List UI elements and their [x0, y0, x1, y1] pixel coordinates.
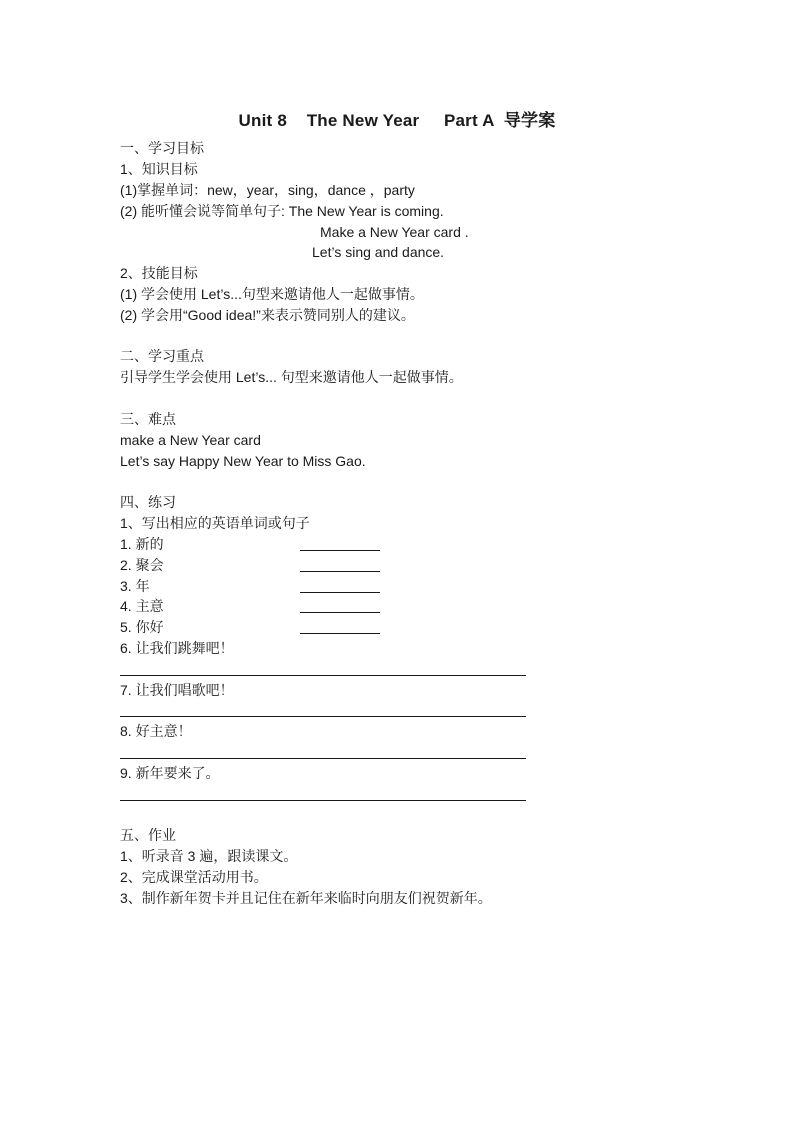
- page-title: [0, 106, 794, 131]
- word-item: 5. 你好: [120, 619, 164, 635]
- answer-blank[interactable]: [300, 612, 380, 613]
- difficulty-line-2: Let’s say Happy New Year to Miss Gao.: [120, 453, 366, 469]
- practice-heading: 四、练习: [120, 494, 176, 510]
- practice-sub: 1、写出相应的英语单词或句子: [120, 515, 310, 531]
- focus-text: 引导学生学会使用 Let’s... 句型来邀请他人一起做事情。: [120, 369, 463, 385]
- answer-blank[interactable]: [300, 592, 380, 593]
- title-part: Part A: [443, 111, 494, 130]
- sentence-item: 6. 让我们跳舞吧！: [120, 640, 234, 656]
- homework-heading: 五、作业: [120, 827, 176, 843]
- answer-line[interactable]: [120, 716, 526, 717]
- sentence-item: 7. 让我们唱歌吧！: [120, 682, 234, 698]
- title-name: The New Year: [306, 111, 420, 130]
- knowledge-item-2-cont-1: Make a New Year card .: [320, 224, 469, 240]
- knowledge-item-1: (1)掌握单词：new，year，sing，dance ，party: [120, 182, 415, 198]
- word-item: 1. 新的: [120, 536, 164, 552]
- answer-line[interactable]: [120, 800, 526, 801]
- word-item: 2. 聚会: [120, 557, 164, 573]
- title-unit: Unit 8: [238, 111, 287, 130]
- homework-item: 3、制作新年贺卡并且记住在新年来临时向朋友们祝贺新年。: [120, 890, 492, 906]
- answer-line[interactable]: [120, 758, 526, 759]
- skills-item-2: (2) 学会用“Good idea!”来表示赞同别人的建议。: [120, 307, 415, 323]
- homework-item: 1、听录音 3 遍，跟读课文。: [120, 848, 298, 864]
- knowledge-item-2-cont-2: Let’s sing and dance.: [312, 244, 445, 260]
- knowledge-item-2: (2) 能听懂会说等简单句子: The New Year is coming.: [120, 203, 444, 219]
- difficulty-heading: 三、难点: [120, 411, 176, 427]
- goals-heading: 一、学习目标: [120, 140, 204, 156]
- answer-blank[interactable]: [300, 571, 380, 572]
- word-item: 4. 主意: [120, 598, 164, 614]
- homework-item: 2、完成课堂活动用书。: [120, 869, 268, 885]
- knowledge-heading: 1、知识目标: [120, 161, 198, 177]
- skills-heading: 2、技能目标: [120, 265, 198, 281]
- skills-item-1: (1) 学会使用 Let’s...句型来邀请他人一起做事情。: [120, 286, 424, 302]
- answer-blank[interactable]: [300, 550, 380, 551]
- answer-line[interactable]: [120, 675, 526, 676]
- title-doc: 导学案: [503, 111, 556, 130]
- difficulty-line-1: make a New Year card: [120, 432, 261, 448]
- sentence-item: 8. 好主意！: [120, 723, 192, 739]
- answer-blank[interactable]: [300, 633, 380, 634]
- sentence-item: 9. 新年要来了。: [120, 765, 220, 781]
- word-item: 3. 年: [120, 578, 150, 594]
- focus-heading: 二、学习重点: [120, 348, 204, 364]
